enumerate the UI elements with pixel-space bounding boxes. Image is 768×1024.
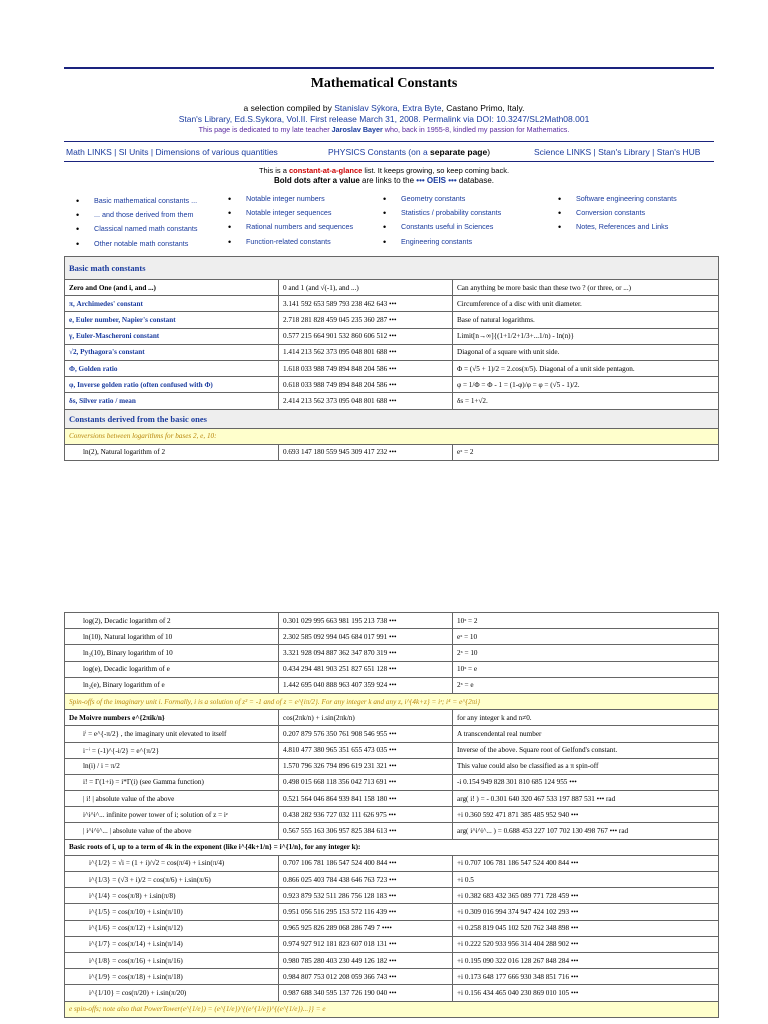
table-cell: +i 0.156 434 465 040 230 869 010 105 ••• <box>453 985 719 1001</box>
table-cell[interactable]: 0.965 925 826 289 068 286 749 7 •••• <box>279 920 453 936</box>
table-cell: φ, Inverse golden ratio (often confused with Φ) <box>65 377 279 393</box>
note-row <box>65 1001 719 1017</box>
table-cell: ln₂(10), Binary logarithm of 10 <box>65 645 279 661</box>
oeis-link[interactable]: ••• OEIS ••• <box>416 176 457 185</box>
table-cell: iⁱ = e^{-π/2} , the imaginary unit elevated to itself <box>65 726 279 742</box>
nav-right-links[interactable]: Science LINKS | Stan's Library | Stan's HUB <box>534 147 701 157</box>
index-link[interactable]: • Notes, References and Links <box>558 220 677 234</box>
table-row <box>65 855 719 871</box>
table-row <box>65 823 719 839</box>
section-header <box>65 257 719 280</box>
table-cell[interactable]: 0.987 688 340 595 137 726 190 040 ••• <box>279 985 453 1001</box>
table-cell: 10ˣ = 2 <box>453 613 719 629</box>
index-link[interactable]: • Statistics / probability constants <box>383 206 501 220</box>
table-row <box>65 952 719 968</box>
table-cell[interactable]: 0.577 215 664 901 532 860 606 512 ••• <box>279 328 453 344</box>
page-title: Mathematical Constants <box>310 76 458 91</box>
basic-constants-table <box>64 256 719 461</box>
table-cell: i^i^i^... infinite power tower of i; solution of z = iᶻ <box>65 807 279 823</box>
table-row <box>65 444 719 460</box>
table-row <box>65 872 719 888</box>
table-cell[interactable]: 0.434 294 481 903 251 827 651 128 ••• <box>279 661 453 677</box>
table-cell: This value could also be classified as a π spin-off <box>453 758 719 774</box>
table-cell: ln(i) / i = π/2 <box>65 758 279 774</box>
table-cell: +i 0.5 <box>453 872 719 888</box>
table-cell: eˣ = 2 <box>453 444 719 460</box>
table-cell[interactable]: 1.442 695 040 888 963 407 359 924 ••• <box>279 677 453 693</box>
derived-constants-table <box>64 612 719 1018</box>
table-cell: δs, Silver ratio / mean <box>65 393 279 409</box>
table-cell: +i 0.195 090 322 016 128 267 848 284 ••• <box>453 952 719 968</box>
table-cell: +i 0.382 683 432 365 089 771 728 459 ••• <box>453 888 719 904</box>
table-row <box>65 758 719 774</box>
index-link[interactable]: • ... and those derived from them <box>76 208 197 222</box>
table-cell[interactable]: 0.951 056 516 295 153 572 116 439 ••• <box>279 904 453 920</box>
roots-header-cell: Basic roots of i, up to a term of 4k in the exponent (like i^{4k+1/n} = i^{1/n}, for any integer k): <box>65 839 719 855</box>
index-link[interactable]: • Classical named math constants <box>76 222 197 236</box>
table-row <box>65 791 719 807</box>
table-cell[interactable]: 0.707 106 781 186 547 524 400 844 ••• <box>279 855 453 871</box>
table-cell: arg( i^i^i^... ) = 0.688 453 227 107 702 130 498 767 ••• rad <box>453 823 719 839</box>
table-cell: 2ˣ = 10 <box>453 645 719 661</box>
table-cell[interactable]: 0.693 147 180 559 945 309 417 232 ••• <box>279 444 453 460</box>
note-row <box>65 428 719 444</box>
table-row <box>65 807 719 823</box>
table-cell: i⁻ⁱ = (-1)^{-i/2} = e^{π/2} <box>65 742 279 758</box>
table-cell: +i 0.222 520 933 956 314 404 288 902 ••• <box>453 936 719 952</box>
table-cell: √2, Pythagora's constant <box>65 344 279 360</box>
index-link[interactable]: • Software engineering constants <box>558 192 677 206</box>
table-cell: e, Euler number, Napier's constant <box>65 312 279 328</box>
table-cell[interactable]: 0.567 555 163 306 957 825 384 613 ••• <box>279 823 453 839</box>
index-link[interactable]: • Notable integer sequences <box>228 206 353 220</box>
roots-header <box>65 839 719 855</box>
table-row <box>65 661 719 677</box>
nav-left-links[interactable]: Math LINKS | SI Units | Dimensions of various quantities <box>66 147 278 157</box>
index-link[interactable]: • Engineering constants <box>383 235 501 249</box>
table-row <box>65 904 719 920</box>
table-row <box>65 613 719 629</box>
table-cell: +i 0.309 016 994 374 947 424 102 293 ••• <box>453 904 719 920</box>
table-cell: i^{1/6} = cos(π/12) + i.sin(π/12) <box>65 920 279 936</box>
compiled-by-line: a selection compiled by Stanislav Sýkora, Extra Byte, Castano Primo, Italy. <box>243 103 525 113</box>
table-row <box>65 726 719 742</box>
index-col-4 <box>558 192 677 235</box>
table-cell[interactable]: 0.498 015 668 118 356 042 713 691 ••• <box>279 774 453 790</box>
table-cell: +i 0.707 106 781 186 547 524 400 844 ••• <box>453 855 719 871</box>
index-col-2 <box>228 192 353 249</box>
table-cell[interactable]: 0.980 785 280 403 230 449 126 182 ••• <box>279 952 453 968</box>
table-cell: ln₂(e), Binary logarithm of e <box>65 677 279 693</box>
table-cell[interactable]: 0.974 927 912 181 823 607 018 131 ••• <box>279 936 453 952</box>
citation-line: Stan's Library, Ed.S.Sykora, Vol.II. First release March 31, 2008. Permalink via DOI: 10.3247/SL2Math08.001 <box>178 114 590 124</box>
table-cell: i^{1/9} = cos(π/18) + i.sin(π/18) <box>65 969 279 985</box>
table-cell[interactable]: 1.618 033 988 749 894 848 204 586 ••• <box>279 360 453 376</box>
section-header <box>65 409 719 428</box>
table-cell: 2ˣ = e <box>453 677 719 693</box>
table-cell: i^{1/5} = cos(π/10) + i.sin(π/10) <box>65 904 279 920</box>
table-row <box>65 280 719 296</box>
table-cell: Zero and One (and i, and ...) <box>65 280 279 296</box>
table-cell: i^{1/4} = cos(π/8) + i.sin(π/8) <box>65 888 279 904</box>
index-link[interactable]: • Notable integer numbers <box>228 192 353 206</box>
table-row <box>65 377 719 393</box>
table-cell[interactable]: 1.570 796 326 794 896 619 231 321 ••• <box>279 758 453 774</box>
table-row <box>65 393 719 409</box>
top-rule <box>64 67 714 69</box>
intro-line-2: Bold dots after a value are links to the ••• OEIS ••• database. <box>273 176 495 185</box>
blank-gap <box>64 464 714 610</box>
table-cell: i^{1/2} = √i = (1 + i)/√2 = cos(π/4) + i.sin(π/4) <box>65 855 279 871</box>
table-cell: Base of natural logarithms. <box>453 312 719 328</box>
index-link[interactable]: • Basic mathematical constants ... <box>76 194 197 208</box>
section-header-cell: Constants derived from the basic ones <box>65 409 719 428</box>
table-cell[interactable]: 3.321 928 094 887 362 347 870 319 ••• <box>279 645 453 661</box>
table-cell[interactable]: cos(2πk/n) + i.sin(2πk/n) <box>279 710 453 726</box>
table-cell: 10ˣ = e <box>453 661 719 677</box>
table-cell: +i 0.258 819 045 102 520 762 348 898 ••• <box>453 920 719 936</box>
table-cell[interactable]: 0.438 282 936 727 032 111 626 975 ••• <box>279 807 453 823</box>
nav-rule-bottom <box>64 161 714 162</box>
table-cell: ln(2), Natural logarithm of 2 <box>65 444 279 460</box>
table-cell[interactable]: 0.984 807 753 012 208 059 366 743 ••• <box>279 969 453 985</box>
table-cell[interactable]: 0.618 033 988 749 894 848 204 586 ••• <box>279 377 453 393</box>
table-cell: Φ = (√5 + 1)/2 = 2.cos(π/5). Diagonal of a unit side pentagon. <box>453 360 719 376</box>
table-cell: i^{1/10} = cos(π/20) + i.sin(π/20) <box>65 985 279 1001</box>
intro-line-1: This is a constant-at-a-glance list. It keeps growing, so keep coming back. <box>258 166 510 175</box>
table-cell[interactable]: 0.923 879 532 511 286 756 128 183 ••• <box>279 888 453 904</box>
table-row <box>65 936 719 952</box>
table-cell: for any integer k and n≠0. <box>453 710 719 726</box>
index-link[interactable]: • Function-related constants <box>228 235 353 249</box>
nav-rule-top <box>64 141 714 142</box>
table-cell: Circumference of a disc with unit diameter. <box>453 296 719 312</box>
table-row <box>65 296 719 312</box>
table-cell: π, Archimedes' constant <box>65 296 279 312</box>
table-cell: i^{1/3} = (√3 + i)/2 = cos(π/6) + i.sin(π/6) <box>65 872 279 888</box>
table-cell: i^{1/8} = cos(π/16) + i.sin(π/16) <box>65 952 279 968</box>
table-cell: i! = Γ(1+i) = i*Γ(i) (see Gamma function) <box>65 774 279 790</box>
table-cell: +i 0.360 592 471 871 385 485 952 940 ••• <box>453 807 719 823</box>
table-cell[interactable]: 3.141 592 653 589 793 238 462 643 ••• <box>279 296 453 312</box>
nav-physics[interactable]: PHYSICS Constants (on a separate page) <box>328 147 491 157</box>
author-link[interactable]: Stanislav Sýkora, Extra Byte <box>334 103 442 113</box>
table-row <box>65 360 719 376</box>
note-row-cell: e spin-offs; note also that PowerTower(e^{1/e}) = (e^{1/e})^{(e^{1/e})^{(e^{1/e})...}} = e <box>65 1001 719 1017</box>
table-cell: De Moivre numbers e^{2πik/n} <box>65 710 279 726</box>
table-cell[interactable]: 2.302 585 092 994 045 684 017 991 ••• <box>279 629 453 645</box>
note-row-cell: Spin-offs of the imaginary unit i. Formally, i is a solution of z² = -1 and of z = e^{iπ/2}. For any integer k and any z, i^{4k+z} = iᶻ; i⁴ = e^{2πi} <box>65 693 719 709</box>
table-cell: arg( i! ) = - 0.301 640 320 467 533 197 887 531 ••• rad <box>453 791 719 807</box>
table-row <box>65 774 719 790</box>
table-cell: | i! | absolute value of the above <box>65 791 279 807</box>
table-cell[interactable]: 0.521 564 046 864 939 841 158 180 ••• <box>279 791 453 807</box>
table-cell: Diagonal of a square with unit side. <box>453 344 719 360</box>
table-row <box>65 985 719 1001</box>
table-cell: Can anything be more basic than these two ? (or three, or ...) <box>453 280 719 296</box>
table-cell[interactable]: 2.414 213 562 373 095 048 801 688 ••• <box>279 393 453 409</box>
table-row <box>65 677 719 693</box>
table-cell: +i 0.173 648 177 666 930 348 851 716 ••• <box>453 969 719 985</box>
table-cell[interactable]: 1.414 213 562 373 095 048 801 688 ••• <box>279 344 453 360</box>
table-cell: i^{1/7} = cos(π/14) + i.sin(π/14) <box>65 936 279 952</box>
table-cell: Φ, Golden ratio <box>65 360 279 376</box>
index-link[interactable]: • Rational numbers and sequences <box>228 220 353 234</box>
index-link[interactable]: • Constants useful in Sciences <box>383 220 501 234</box>
table-cell: Limit[n→∞]{(1+1/2+1/3+...1/n) - ln(n)} <box>453 328 719 344</box>
dedication-line: This page is dedicated to my late teacher Jaroslav Bayer who, back in 1955-8, kindled my passion for Mathematics. <box>198 125 570 134</box>
table-cell: A transcendental real number <box>453 726 719 742</box>
table-cell: -i 0.154 949 828 301 810 685 124 955 ••• <box>453 774 719 790</box>
table-cell: log(2), Decadic logarithm of 2 <box>65 613 279 629</box>
table-cell[interactable]: 0.301 029 995 663 981 195 213 738 ••• <box>279 613 453 629</box>
table-cell: φ = 1/Φ = Φ - 1 = (1-φ)/φ = φ = (√5 - 1)/2. <box>453 377 719 393</box>
table-row <box>65 629 719 645</box>
note-row-cell: Conversions between logarithms for bases 2, e, 10: <box>65 428 719 444</box>
table-cell: log(e), Decadic logarithm of e <box>65 661 279 677</box>
index-link[interactable]: • Conversion constants <box>558 206 677 220</box>
section-header-cell: Basic math constants <box>65 257 719 280</box>
table-cell[interactable]: 2.718 281 828 459 045 235 360 287 ••• <box>279 312 453 328</box>
index-col-1 <box>76 194 197 251</box>
table-cell: ln(10), Natural logarithm of 10 <box>65 629 279 645</box>
table-row <box>65 888 719 904</box>
table-cell[interactable]: 0.866 025 403 784 438 646 763 723 ••• <box>279 872 453 888</box>
index-link[interactable]: • Other notable math constants <box>76 237 197 251</box>
table-row <box>65 312 719 328</box>
table-row <box>65 710 719 726</box>
doi-link[interactable]: 10.3247/SL2Math08.001 <box>496 114 590 124</box>
table-cell: δs = 1+√2. <box>453 393 719 409</box>
table-row <box>65 920 719 936</box>
table-cell[interactable]: 4.810 477 380 965 351 655 473 035 ••• <box>279 742 453 758</box>
index-link[interactable]: • Geometry constants <box>383 192 501 206</box>
table-cell[interactable]: 0 and 1 (and √(-1), and ...) <box>279 280 453 296</box>
note-row <box>65 693 719 709</box>
table-cell[interactable]: 0.207 879 576 350 761 908 546 955 ••• <box>279 726 453 742</box>
table-cell: eˣ = 10 <box>453 629 719 645</box>
index-col-3 <box>383 192 501 249</box>
teacher-link[interactable]: Jaroslav Bayer <box>331 125 383 134</box>
table-row <box>65 742 719 758</box>
table-row <box>65 969 719 985</box>
table-cell: | i^i^i^... | absolute value of the above <box>65 823 279 839</box>
table-cell: Inverse of the above. Square root of Gelfond's constant. <box>453 742 719 758</box>
table-row <box>65 645 719 661</box>
table-cell: γ, Euler-Mascheroni constant <box>65 328 279 344</box>
table-row <box>65 328 719 344</box>
table-row <box>65 344 719 360</box>
